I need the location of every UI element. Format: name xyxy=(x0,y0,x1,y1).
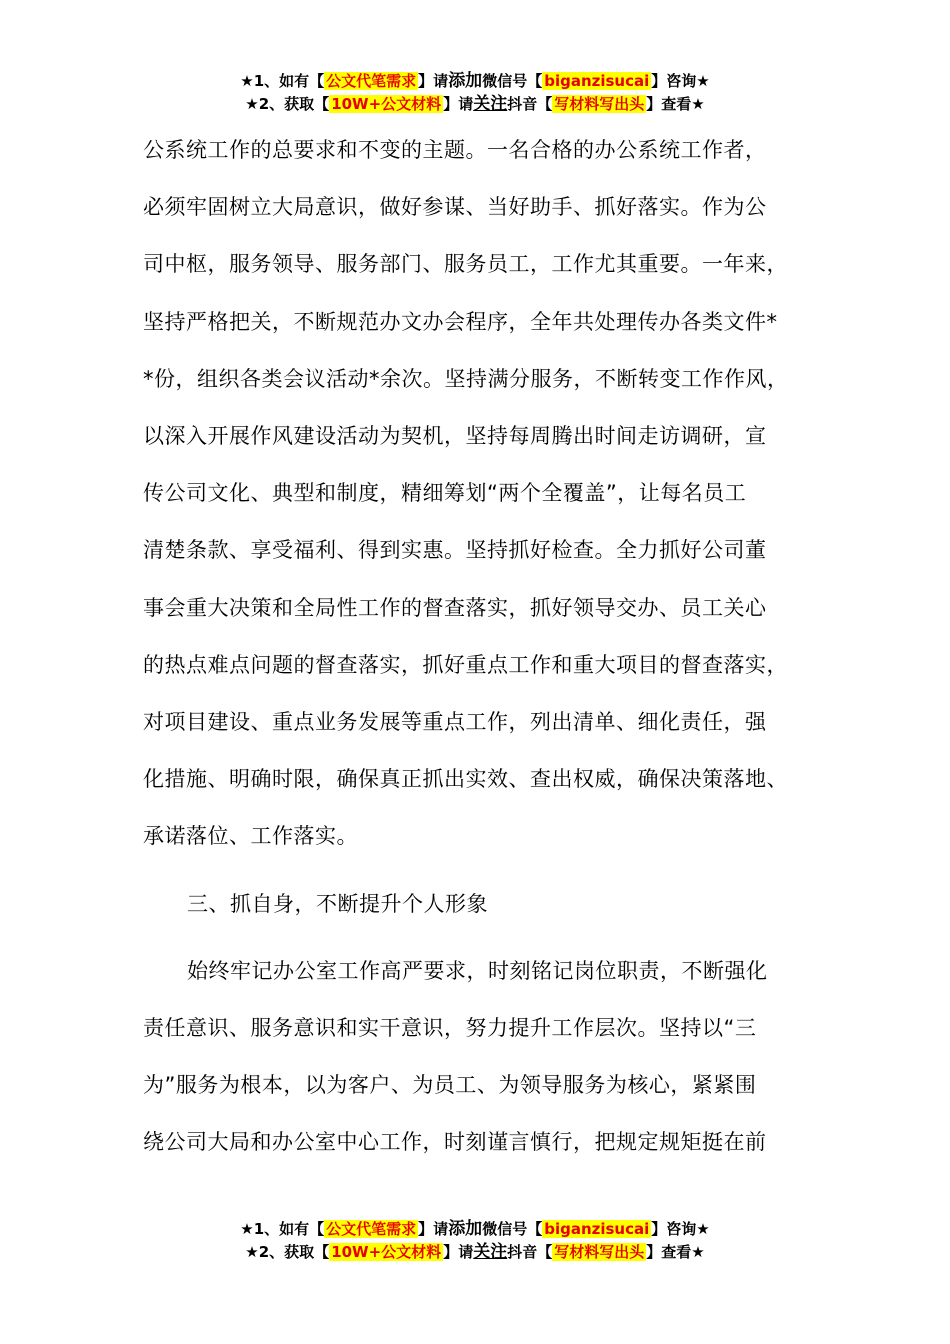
banner-line-2 xyxy=(0,1241,950,1264)
highlight-service: 公文代笔需求 xyxy=(326,72,417,90)
banner-text: 】咨询★ xyxy=(651,1220,710,1238)
paragraph-2 xyxy=(143,943,833,1172)
text-line: 坚持严格把关，不断规范办文办会程序，全年共处理传办各类文件* xyxy=(143,309,778,334)
banner-line-1 xyxy=(0,1218,950,1241)
banner-text: 】请 xyxy=(443,95,474,113)
banner-text: 】查看★ xyxy=(646,1243,705,1261)
banner-emphasis: 添加 xyxy=(448,1219,483,1239)
paragraph-1 xyxy=(143,122,833,866)
highlight-materials: 10W+公文材料 xyxy=(331,1243,442,1261)
banner-line-1 xyxy=(0,70,950,93)
banner-text: 抖音【 xyxy=(507,1243,553,1261)
text-line: 司中枢，服务领导、服务部门、服务员工，工作尤其重要。一年来， xyxy=(143,252,788,277)
banner-text: ★2、获取【 xyxy=(245,1243,330,1261)
text-line: 承诺落位、工作落实。 xyxy=(143,824,358,849)
text-line: 对项目建设、重点业务发展等重点工作，列出清单、细化责任，强 xyxy=(143,710,767,735)
footer-banner xyxy=(0,1218,950,1264)
text-line: 事会重大决策和全局性工作的督查落实，抓好领导交办、员工关心 xyxy=(143,595,767,620)
text-line: 清楚条款、享受福利、得到实惠。坚持抓好检查。全力抓好公司董 xyxy=(143,538,767,563)
banner-text: ★1、如有【 xyxy=(240,72,325,90)
text-line: 责任意识、服务意识和实干意识，努力提升工作层次。坚持以“三 xyxy=(143,1016,757,1041)
text-line: 为”服务为根本，以为客户、为员工、为领导服务为核心，紧紧围 xyxy=(143,1073,757,1098)
banner-text: 微信号【 xyxy=(482,72,543,90)
text-line: 传公司文化、典型和制度，精细筹划“两个全覆盖”，让每名员工 xyxy=(143,481,747,506)
text-line: 的热点难点问题的督查落实，抓好重点工作和重大项目的督查落实， xyxy=(143,652,788,677)
banner-line-2 xyxy=(0,93,950,116)
banner-text: ★1、如有【 xyxy=(240,1220,325,1238)
highlight-materials: 10W+公文材料 xyxy=(331,95,442,113)
text-line: 始终牢记办公室工作高严要求，时刻铭记岗位职责，不断强化 xyxy=(187,958,768,983)
banner-emphasis: 关注 xyxy=(473,94,508,114)
banner-text: 抖音【 xyxy=(507,95,553,113)
text-line: 必须牢固树立大局意识，做好参谋、当好助手、抓好落实。作为公 xyxy=(143,195,767,220)
highlight-wechat-id: biganzisucai xyxy=(544,1220,650,1238)
highlight-douyin: 写材料写出头 xyxy=(554,95,645,113)
banner-text: 】请 xyxy=(418,1220,449,1238)
banner-text: 微信号【 xyxy=(482,1220,543,1238)
text-line: 化措施、明确时限，确保真正抓出实效、查出权威，确保决策落地、 xyxy=(143,767,788,792)
banner-emphasis: 添加 xyxy=(448,71,483,91)
text-line: *份，组织各类会议活动*余次。坚持满分服务，不断转变工作作风， xyxy=(143,366,789,391)
highlight-wechat-id: biganzisucai xyxy=(544,72,650,90)
document-body xyxy=(143,122,833,1172)
heading-text: 三、抓自身，不断提升个人形象 xyxy=(187,891,488,916)
section-heading xyxy=(143,876,833,933)
banner-text: 】请 xyxy=(418,72,449,90)
banner-text: 】请 xyxy=(443,1243,474,1261)
text-line: 公系统工作的总要求和不变的主题。一名合格的办公系统工作者， xyxy=(143,138,767,162)
header-banner xyxy=(0,70,950,116)
banner-text: 】咨询★ xyxy=(651,72,710,90)
text-line: 以深入开展作风建设活动为契机，坚持每周腾出时间走访调研，宣 xyxy=(143,424,767,449)
text-line: 绕公司大局和办公室中心工作，时刻谨言慎行，把规定规矩挺在前 xyxy=(143,1130,767,1155)
highlight-douyin: 写材料写出头 xyxy=(554,1243,645,1261)
banner-emphasis: 关注 xyxy=(473,1242,508,1262)
banner-text: ★2、获取【 xyxy=(245,95,330,113)
banner-text: 】查看★ xyxy=(646,95,705,113)
highlight-service: 公文代笔需求 xyxy=(326,1220,417,1238)
